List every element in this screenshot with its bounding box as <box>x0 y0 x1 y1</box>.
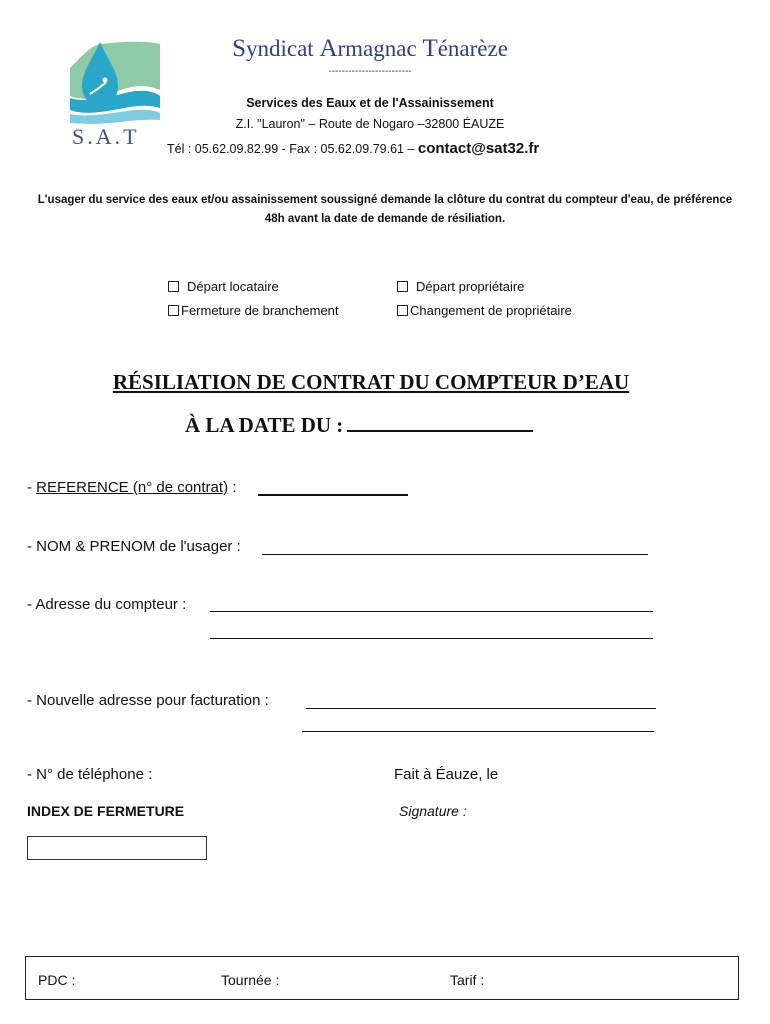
checkbox[interactable] <box>168 281 179 292</box>
checkbox[interactable] <box>397 281 408 292</box>
contact-line: Tél : 05.62.09.82.99 - Fax : 05.62.09.79.61 – contact@sat32.fr <box>167 140 540 157</box>
adresse-compteur-label: - Adresse du compteur : <box>27 596 187 613</box>
telephone-label: - N° de téléphone : <box>27 766 153 783</box>
checkbox[interactable] <box>168 305 179 316</box>
nom-prenom-input-line[interactable] <box>262 554 648 555</box>
email-link[interactable]: contact@sat32.fr <box>417 140 540 157</box>
reference-input-line[interactable] <box>258 494 408 496</box>
tarif-label: Tarif : <box>450 972 485 988</box>
adresse-compteur-input-line-1[interactable] <box>210 611 653 612</box>
form-title: RÉSILIATION DE CONTRAT DU COMPTEUR D’EAU <box>112 370 630 394</box>
option-depart-proprietaire[interactable]: Départ propriétaire <box>397 279 524 294</box>
date-field[interactable]: À LA DATE DU : <box>185 412 533 438</box>
organization-title: Syndicat Armagnac Ténarèze <box>232 35 508 62</box>
signature-label: Signature : <box>399 803 467 819</box>
reference-label: - REFERENCE (n° de contrat) : <box>27 479 237 496</box>
adresse-facturation-label: - Nouvelle adresse pour facturation : <box>27 692 269 709</box>
adresse-facturation-input-line-2[interactable] <box>302 731 654 732</box>
index-fermeture-input[interactable] <box>27 836 207 860</box>
title-separator: ------------------------- <box>328 66 412 77</box>
checkbox[interactable] <box>397 305 408 316</box>
pdc-label: PDC : <box>38 972 76 988</box>
option-changement-proprietaire[interactable]: Changement de propriétaire <box>397 303 572 318</box>
intro-text: L'usager du service des eaux et/ou assainissement soussigné demande la clôture du contrat du compteur d'eau, de préférence 48h avant la date de demande de résiliation. <box>37 194 733 225</box>
logo-text: S.A.T <box>72 124 140 149</box>
tournee-label: Tournée : <box>221 972 280 988</box>
nom-prenom-label: - NOM & PRENOM de l'usager : <box>27 538 241 555</box>
date-input-line[interactable] <box>347 412 533 432</box>
option-fermeture-branchement[interactable]: Fermeture de branchement <box>168 303 339 318</box>
adresse-compteur-input-line-2[interactable] <box>210 638 653 639</box>
fait-a-label: Fait à Éauze, le <box>394 766 499 783</box>
office-use-box <box>25 956 739 1000</box>
services-line: Services des Eaux et de l'Assainissement <box>246 96 494 110</box>
address-line: Z.I. "Lauron" – Route de Nogaro –32800 ÉAUZE <box>235 117 505 131</box>
adresse-facturation-input-line-1[interactable] <box>306 708 656 709</box>
option-depart-locataire[interactable]: Départ locataire <box>168 279 279 294</box>
index-fermeture-label: INDEX DE FERMETURE <box>27 803 185 819</box>
